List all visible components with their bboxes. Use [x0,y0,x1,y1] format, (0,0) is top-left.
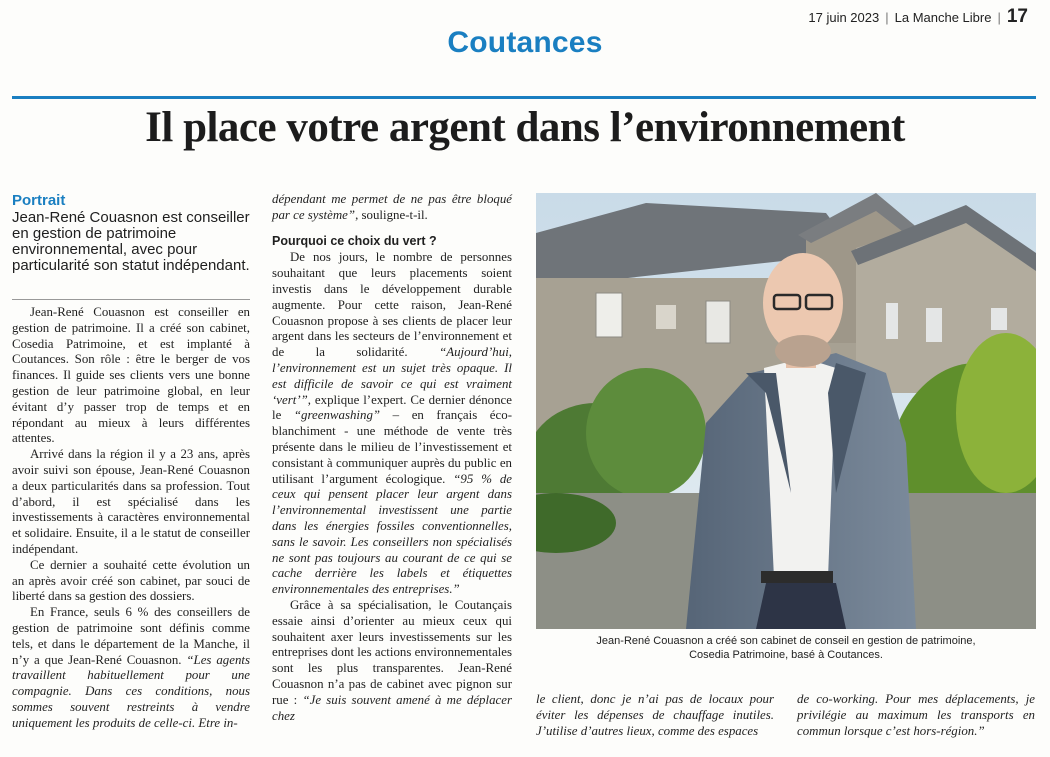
quote-continuation [536,692,774,739]
quote: “Aujourd’hui, l’environnement est un sujet très opaque. Il est difficile de savoir ce qui est vraiment ‘vert’” [272,345,512,407]
paragraph-text: , souligne-t-il. [355,207,428,222]
standfirst-divider [12,299,250,300]
article-standfirst: Jean-René Couasnon est conseiller en gestion de patrimoine environnemental, avec pour particularité son statut indépendant. [12,209,250,274]
paragraph [272,250,512,598]
article-column-4 [797,692,1035,739]
issue-date: 17 juin 2023 [808,9,880,25]
quote-continuation [797,692,1035,739]
quote: “Les agents travaillent habituellement pour une compagnie. Dans ces conditions, nous sommes souvent restreints à vendre uniquement les produits de celle-ci. Etre in- [12,652,250,730]
paragraph-text: De nos jours, le nombre de personnes souhaitant que leurs placements soient investis dans le développement durable augmente. Pour cette raison, Jean-René Couasnon propose à ses clients de placer leur argent dans les secteurs de l’environnement et de la solidarité. [272,250,512,360]
portrait-illustration [536,193,1036,629]
article-headline: Il place votre argent dans l’environnement [145,104,905,151]
quote: le client, donc je n’ai pas de locaux pour éviter les dépenses de chauffage inutiles. J’utilise d’autres lieux, comme des espaces [536,692,774,738]
header-separator: | [997,9,1001,25]
quote: “95 % de ceux qui pensent placer leur argent dans l’environnemental investissent une partie dans les énergies fossiles conventionnelles, sans le savoir. Les conseillers non spécialisés ne sont pas toujours au courant de ce qui se cache derrière les labels et étiquettes environnementales des entreprises.” [272,471,512,597]
quote: “greenwashing” [293,408,381,423]
quote: de co-working. Pour mes déplacements, je privilégie au maximum les transports en commun lorsque c’est hors-région.” [797,692,1035,738]
quote: dépendant me permet de ne pas être bloqué par ce système” [272,192,512,222]
caption-line: Jean-René Couasnon a créé son cabinet de conseil en gestion de patrimoine, [596,635,976,647]
paragraph: Arrivé dans la région il y a 23 ans, après avoir suivi son épouse, Jean-René Couasnon a deux particularités dans sa profession. Tout d’abord, il est spécialisé dans les investissements à caractères environnemental et solidaire. Ensuite, il a le statut de conseiller indépendant. [12,447,250,556]
paragraph-text: , explique l’expert. Ce dernier dénonce le [272,392,512,423]
paragraph-text: En France, seuls 6 % des conseillers de gestion de patrimoine sont définis comme tels, et dans le département de la Manche, il n’y a que Jean-René Couasnon. [12,605,250,667]
paragraph [272,598,512,724]
article-kicker: Portrait [12,192,66,209]
paragraph [12,605,250,731]
section-title: Coutances [447,26,603,59]
publication-name: La Manche Libre [894,9,992,25]
paragraph: Ce dernier a souhaité cette évolution un an après avoir créé son cabinet, par souci de liberté dans sa gestion des dossiers. [12,557,250,604]
header-separator: | [885,9,889,25]
paragraph: Jean-René Couasnon est conseiller en gestion de patrimoine. Il a créé son cabinet, Cosedia Patrimoine, et est implanté à Coutances. Son rôle : être le berger de vos finances. Il guide ses clients vers une bonne gestion de leur patrimoine global, en leur évitant d’y passer trop de temps et en répondant au mieux à leurs différentes attentes. [12,305,250,446]
quote-continuation [272,192,512,224]
portrait-photo [536,193,1036,629]
quote: “Je suis souvent amené à me déplacer chez [272,692,512,723]
subheading: Pourquoi ce choix du vert ? [272,233,437,248]
section-rule [12,96,1036,99]
photo-caption [536,634,1036,662]
page-header-meta [808,6,1028,28]
article-column-1 [12,305,250,732]
page-number: 17 [1006,6,1028,27]
paragraph-text: Grâce à sa spécialisation, le Coutançais essaie ainsi d’orienter au mieux ceux qui souhaitent axer leurs investissements sur les entreprises dont les actions environnementales sont les plus transparentes. Jean-René Couasnon n’a pas de cabinet avec pignon sur rue : [272,597,512,707]
paragraph-text: – en français éco-blanchiment - une méthode de vente très présente dans le milieu de l’investissement et consistant à communiquer auprès du public en utilisant l’argument écologique. [272,408,512,486]
caption-line: Cosedia Patrimoine, basé à Coutances. [689,649,883,661]
article-column-3 [536,692,774,739]
article-column-2 [272,192,512,724]
